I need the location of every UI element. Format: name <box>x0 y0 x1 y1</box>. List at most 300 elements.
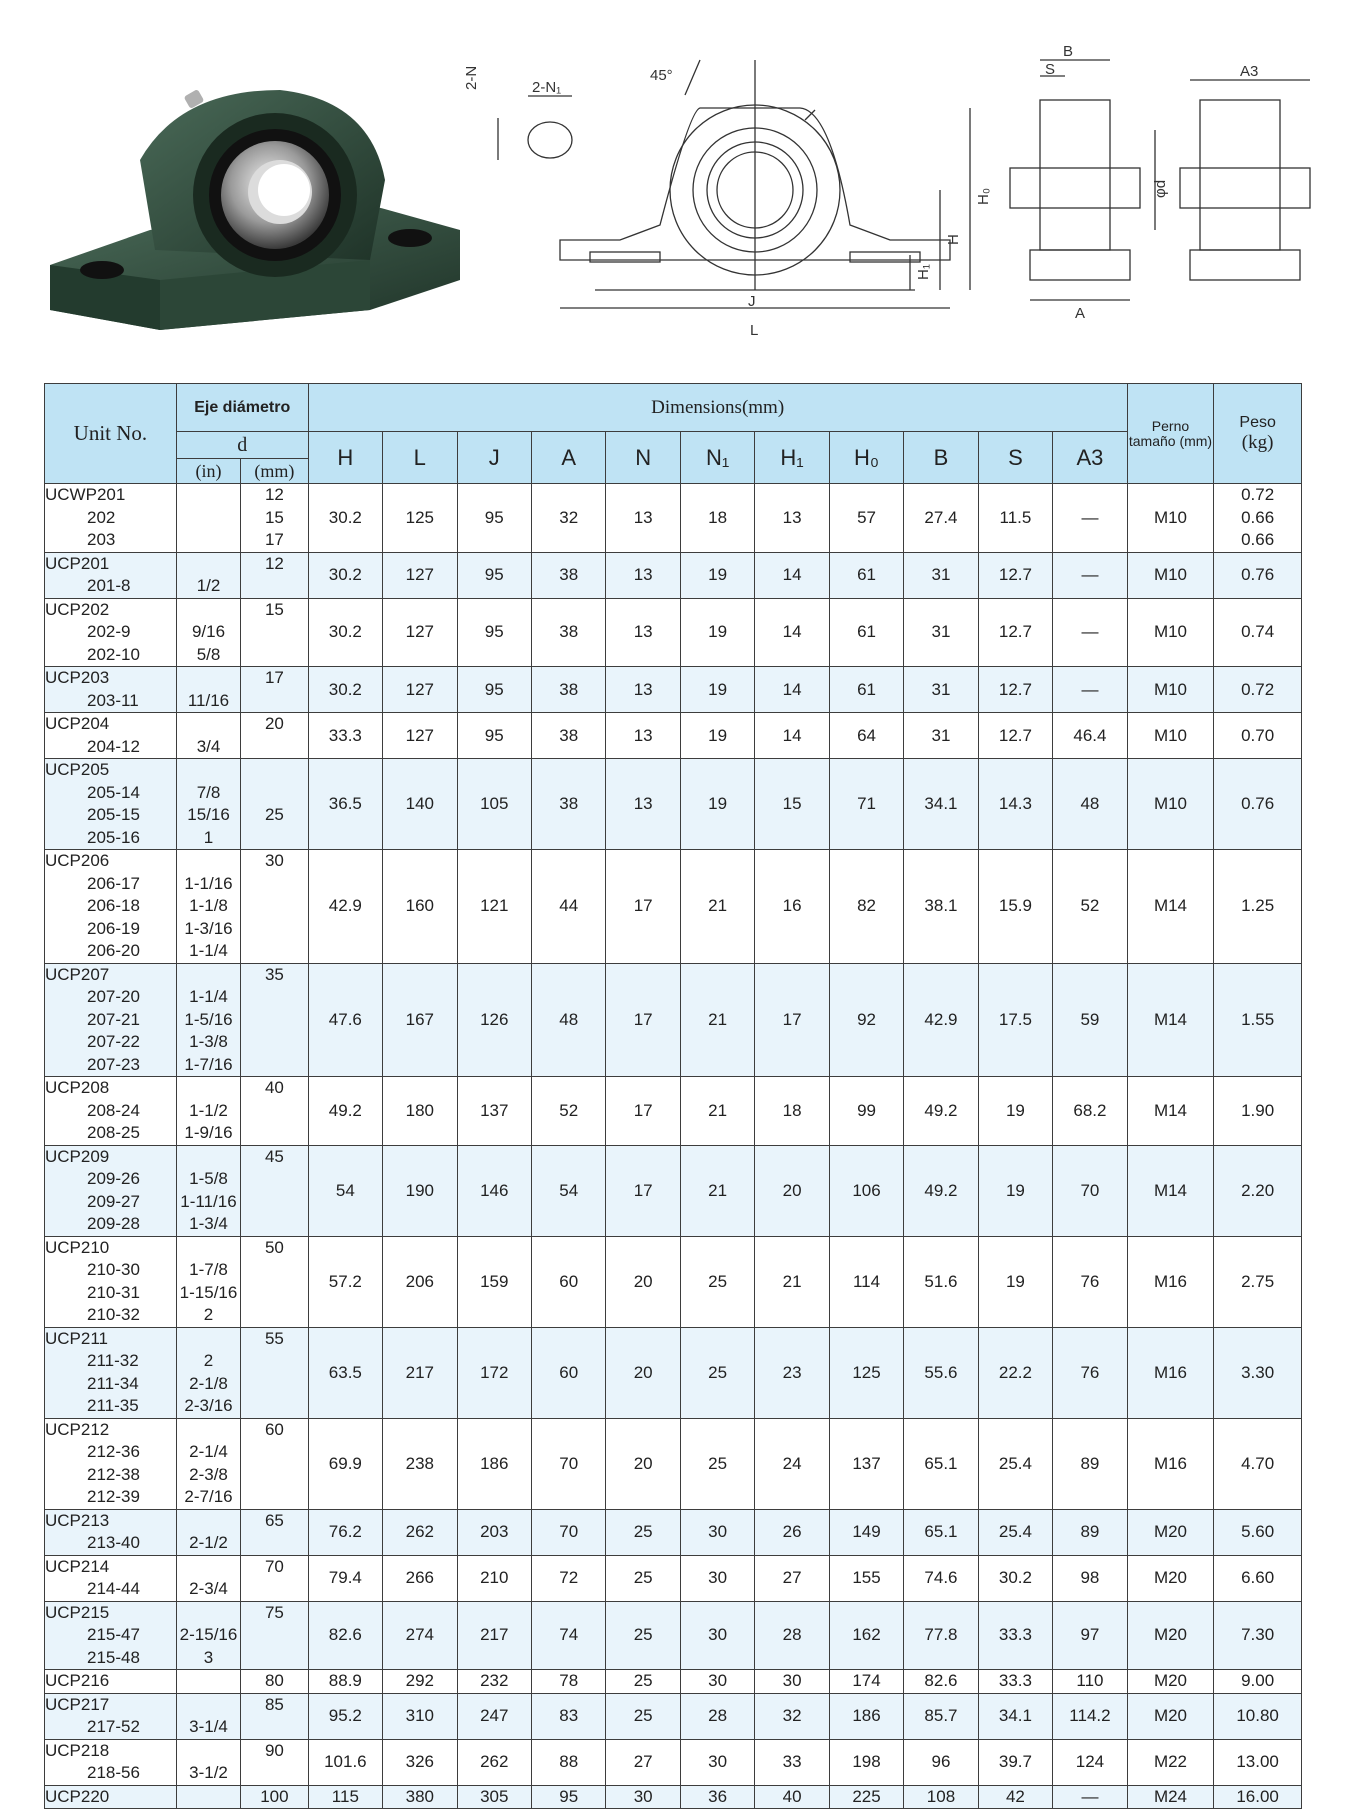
inch-line <box>177 484 240 507</box>
units-line: 206-17 <box>87 873 140 893</box>
mm-line: 70 <box>264 1556 284 1576</box>
cell-b: 31 <box>904 713 978 759</box>
cell-a: 60 <box>531 1327 605 1418</box>
inch-line: 1-3/16 <box>184 918 233 938</box>
cell-inch <box>176 1236 240 1327</box>
mm-line: 90 <box>264 1740 284 1760</box>
cell-l: 292 <box>383 1670 457 1694</box>
cell-l: 167 <box>383 963 457 1077</box>
units-line: 210-32 <box>87 1305 140 1324</box>
weight-value: 0.76 <box>1241 794 1275 813</box>
table-row <box>45 598 1302 667</box>
units-line: 211-35 <box>87 1396 139 1415</box>
cell-inch <box>176 1693 240 1739</box>
units-line: 205-16 <box>87 827 140 847</box>
cell-b: 34.1 <box>904 759 978 850</box>
inch-line <box>177 507 240 530</box>
units-line: 215-47 <box>87 1625 140 1644</box>
cell-n1: 21 <box>680 850 754 964</box>
cell-j: 247 <box>457 1693 531 1739</box>
header-col-l: L <box>383 432 457 484</box>
cell-unit-no <box>45 963 177 1077</box>
inch-line: 1-9/16 <box>184 1123 233 1142</box>
cell-a3: 114.2 <box>1053 1693 1128 1739</box>
cell-weight <box>1214 759 1302 850</box>
cell-bolt: M16 <box>1127 1418 1214 1509</box>
mm-line <box>241 759 307 782</box>
cell-s: 19 <box>978 1236 1052 1327</box>
cell-inch <box>176 1601 240 1670</box>
cell-weight <box>1214 1670 1302 1694</box>
cell-b: 42.9 <box>904 963 978 1077</box>
units-line: UCP216 <box>45 1671 110 1690</box>
weight-value: 1.55 <box>1241 1009 1275 1029</box>
mm-line: 20 <box>264 714 284 733</box>
units-line: 205-14 <box>87 782 140 802</box>
cell-a3: 76 <box>1053 1236 1128 1327</box>
units-line: 205-15 <box>87 805 140 824</box>
cell-h1: 27 <box>755 1555 829 1601</box>
cell-h: 82.6 <box>308 1601 382 1670</box>
mm-line: 80 <box>264 1671 284 1690</box>
cell-mm <box>241 963 308 1077</box>
mm-line: 12 <box>264 553 284 573</box>
cell-n1: 30 <box>680 1601 754 1670</box>
cell-weight <box>1214 598 1302 667</box>
header-col-n1: N₁ <box>680 432 754 484</box>
cell-mm <box>241 1327 308 1418</box>
cell-n: 25 <box>606 1670 680 1694</box>
cell-j: 126 <box>457 963 531 1077</box>
cell-a3: — <box>1053 598 1128 667</box>
table-row <box>45 484 1302 553</box>
cell-inch <box>176 759 240 850</box>
weight-value: 6.60 <box>1241 1568 1275 1587</box>
cell-weight <box>1214 484 1302 553</box>
inch-line: 3-1/4 <box>189 1717 228 1736</box>
cell-n1: 28 <box>680 1693 754 1739</box>
cell-a: 83 <box>531 1693 605 1739</box>
inch-line: 1-7/16 <box>184 1054 233 1074</box>
cell-unit-no <box>45 759 177 850</box>
units-line: UCP208 <box>45 1078 110 1097</box>
cell-h1: 20 <box>755 1145 829 1236</box>
weight-value: 0.72 <box>1241 485 1275 504</box>
units-line: 209-27 <box>87 1191 140 1211</box>
header-d: d <box>176 432 308 459</box>
cell-h: 30.2 <box>308 484 382 553</box>
cell-n: 25 <box>606 1509 680 1555</box>
cell-j: 105 <box>457 759 531 850</box>
cell-j: 217 <box>457 1601 531 1670</box>
units-line: 218-56 <box>87 1763 140 1782</box>
cell-n: 25 <box>606 1693 680 1739</box>
mm-line: 65 <box>264 1510 284 1530</box>
cell-l: 380 <box>383 1785 457 1809</box>
cell-bolt: M14 <box>1127 1145 1214 1236</box>
cell-unit-no <box>45 1327 177 1418</box>
cell-b: 49.2 <box>904 1145 978 1236</box>
header-col-s: S <box>978 432 1052 484</box>
cell-j: 210 <box>457 1555 531 1601</box>
cell-h: 36.5 <box>308 759 382 850</box>
inch-line <box>177 1237 240 1260</box>
units-line: 212-36 <box>87 1442 140 1461</box>
inch-line: 1-1/4 <box>189 987 228 1006</box>
units-line: UCP214 <box>45 1556 110 1576</box>
cell-l: 140 <box>383 759 457 850</box>
weight-value: 0.66 <box>1241 530 1275 549</box>
cell-inch <box>176 552 240 598</box>
cell-s: 11.5 <box>978 484 1052 553</box>
cell-weight <box>1214 1418 1302 1509</box>
cell-j: 121 <box>457 850 531 964</box>
inch-line: 1-3/8 <box>189 1032 228 1051</box>
inch-line <box>177 667 240 690</box>
cell-j: 159 <box>457 1236 531 1327</box>
units-line: 209-26 <box>87 1169 140 1188</box>
inch-line: 7/8 <box>196 782 221 802</box>
cell-h: 79.4 <box>308 1555 382 1601</box>
cell-l: 127 <box>383 667 457 713</box>
cell-a3: 89 <box>1053 1509 1128 1555</box>
inch-line: 1-1/8 <box>189 896 228 915</box>
cell-b: 31 <box>904 598 978 667</box>
cell-weight <box>1214 1236 1302 1327</box>
cell-b: 82.6 <box>904 1670 978 1694</box>
cell-weight <box>1214 1739 1302 1785</box>
cell-l: 310 <box>383 1693 457 1739</box>
cell-n1: 19 <box>680 713 754 759</box>
cell-a: 52 <box>531 1077 605 1146</box>
cell-h0: 137 <box>829 1418 903 1509</box>
inch-line: 2-1/4 <box>189 1442 228 1461</box>
mm-line: 100 <box>260 1786 289 1806</box>
weight-value: 0.66 <box>1241 507 1275 527</box>
cell-b: 65.1 <box>904 1418 978 1509</box>
cell-unit-no <box>45 1601 177 1670</box>
weight-value: 0.74 <box>1241 622 1275 642</box>
cell-s: 12.7 <box>978 713 1052 759</box>
cell-inch <box>176 1077 240 1146</box>
cell-bolt: M20 <box>1127 1555 1214 1601</box>
units-line: UCP212 <box>45 1419 110 1439</box>
inch-line: 3/4 <box>196 736 221 756</box>
cell-a: 74 <box>531 1601 605 1670</box>
cell-n: 13 <box>606 552 680 598</box>
cell-h0: 125 <box>829 1327 903 1418</box>
cell-unit-no <box>45 1555 177 1601</box>
units-line: 209-28 <box>87 1214 140 1233</box>
units-line: 212-38 <box>87 1464 140 1484</box>
cell-h0: 225 <box>829 1785 903 1809</box>
units-line: UCP201 <box>45 553 110 573</box>
cell-inch <box>176 1555 240 1601</box>
units-line: UCP203 <box>45 668 110 687</box>
mm-line: 12 <box>264 485 284 504</box>
weight-value: 7.30 <box>1241 1625 1275 1645</box>
cell-a: 38 <box>531 667 605 713</box>
cell-a3: 70 <box>1053 1145 1128 1236</box>
cell-h: 63.5 <box>308 1327 382 1418</box>
cell-n: 25 <box>606 1601 680 1670</box>
units-line: 206-19 <box>87 918 140 938</box>
cell-b: 77.8 <box>904 1601 978 1670</box>
cell-j: 262 <box>457 1739 531 1785</box>
inch-line: 1-5/8 <box>189 1169 228 1188</box>
cell-h0: 82 <box>829 850 903 964</box>
cell-h: 42.9 <box>308 850 382 964</box>
units-line: 203 <box>87 530 116 549</box>
cell-b: 31 <box>904 552 978 598</box>
cell-h: 33.3 <box>308 713 382 759</box>
cell-h0: 99 <box>829 1077 903 1146</box>
cell-j: 137 <box>457 1077 531 1146</box>
cell-h: 30.2 <box>308 598 382 667</box>
cell-h0: 61 <box>829 667 903 713</box>
cell-mm <box>241 1693 308 1739</box>
cell-h: 47.6 <box>308 963 382 1077</box>
units-line: 201-8 <box>87 576 131 595</box>
cell-mm <box>241 1145 308 1236</box>
inch-line <box>177 1556 240 1579</box>
mm-line: 17 <box>264 530 284 549</box>
header-col-h0: H₀ <box>829 432 903 484</box>
cell-a3: — <box>1053 552 1128 598</box>
inch-line <box>177 1786 240 1809</box>
header-perno: Perno tamaño (mm) <box>1127 384 1214 484</box>
cell-n: 30 <box>606 1785 680 1809</box>
inch-line: 1-15/16 <box>179 1282 238 1302</box>
cell-unit-no <box>45 1785 177 1809</box>
inch-line: 3-1/2 <box>189 1763 228 1782</box>
cell-a: 78 <box>531 1670 605 1694</box>
cell-a3: 46.4 <box>1053 713 1128 759</box>
cell-n: 17 <box>606 1077 680 1146</box>
cell-h1: 14 <box>755 713 829 759</box>
cell-b: 85.7 <box>904 1693 978 1739</box>
cell-j: 186 <box>457 1418 531 1509</box>
header-col-a: A <box>531 432 605 484</box>
cell-h1: 18 <box>755 1077 829 1146</box>
header-col-h1: H₁ <box>755 432 829 484</box>
cell-mm <box>241 1077 308 1146</box>
units-line: UCP217 <box>45 1694 110 1714</box>
weight-value: 1.90 <box>1241 1100 1275 1120</box>
cell-h0: 162 <box>829 1601 903 1670</box>
cell-h1: 17 <box>755 963 829 1077</box>
cell-bolt: M10 <box>1127 713 1214 759</box>
cell-a3: 124 <box>1053 1739 1128 1785</box>
cell-h0: 64 <box>829 713 903 759</box>
cell-weight <box>1214 1555 1302 1601</box>
cell-weight <box>1214 1145 1302 1236</box>
cell-a: 48 <box>531 963 605 1077</box>
cell-s: 25.4 <box>978 1509 1052 1555</box>
weight-value: 13.00 <box>1236 1752 1279 1771</box>
units-line: 213-40 <box>87 1533 140 1552</box>
units-line: 208-25 <box>87 1123 140 1142</box>
cell-s: 33.3 <box>978 1670 1052 1694</box>
cell-n1: 30 <box>680 1555 754 1601</box>
header-eje-diametro: Eje diámetro <box>176 384 308 432</box>
cell-j: 95 <box>457 667 531 713</box>
cell-a3: 97 <box>1053 1601 1128 1670</box>
cell-j: 95 <box>457 484 531 553</box>
cell-bolt: M10 <box>1127 759 1214 850</box>
cell-s: 19 <box>978 1077 1052 1146</box>
label-2n1: 2-N₁ <box>532 79 562 96</box>
units-line: UCP202 <box>45 599 110 619</box>
cell-bolt: M20 <box>1127 1509 1214 1555</box>
weight-value: 16.00 <box>1236 1786 1279 1806</box>
cell-b: 49.2 <box>904 1077 978 1146</box>
cell-s: 42 <box>978 1785 1052 1809</box>
cell-weight <box>1214 1327 1302 1418</box>
label-a: A <box>1075 305 1086 322</box>
table-row <box>45 963 1302 1077</box>
cell-n: 20 <box>606 1327 680 1418</box>
cell-n: 27 <box>606 1739 680 1785</box>
cell-h0: 57 <box>829 484 903 553</box>
mm-line: 25 <box>264 805 284 824</box>
mm-line: 40 <box>264 1078 284 1097</box>
units-line: UCP206 <box>45 851 110 870</box>
cell-h0: 61 <box>829 598 903 667</box>
cell-bolt: M22 <box>1127 1739 1214 1785</box>
units-line: 203-11 <box>87 690 139 710</box>
cell-h: 30.2 <box>308 667 382 713</box>
cell-weight <box>1214 1601 1302 1670</box>
units-line: 210-30 <box>87 1260 140 1279</box>
units-line: 207-22 <box>87 1032 140 1051</box>
cell-a: 54 <box>531 1145 605 1236</box>
table-row <box>45 1327 1302 1418</box>
cell-s: 30.2 <box>978 1555 1052 1601</box>
cell-n1: 25 <box>680 1327 754 1418</box>
cell-mm <box>241 1418 308 1509</box>
cell-a: 44 <box>531 850 605 964</box>
cell-mm <box>241 1785 308 1809</box>
cell-n: 13 <box>606 667 680 713</box>
cell-h1: 23 <box>755 1327 829 1418</box>
cell-h: 101.6 <box>308 1739 382 1785</box>
cell-a3: — <box>1053 484 1128 553</box>
inch-line <box>177 599 240 622</box>
cell-mm <box>241 1236 308 1327</box>
cell-a3: 89 <box>1053 1418 1128 1509</box>
inch-line <box>177 1146 240 1169</box>
cell-a: 38 <box>531 552 605 598</box>
cell-a: 38 <box>531 713 605 759</box>
header-col-j: J <box>457 432 531 484</box>
inch-line <box>177 1077 240 1100</box>
cell-h0: 106 <box>829 1145 903 1236</box>
table-row <box>45 759 1302 850</box>
mm-line: 50 <box>264 1237 284 1257</box>
cell-h1: 13 <box>755 484 829 553</box>
cell-a: 95 <box>531 1785 605 1809</box>
cell-unit-no <box>45 713 177 759</box>
units-line: UCP213 <box>45 1510 110 1530</box>
units-line: UCP218 <box>45 1740 110 1760</box>
cell-inch <box>176 850 240 964</box>
cell-l: 127 <box>383 598 457 667</box>
cell-l: 206 <box>383 1236 457 1327</box>
cell-s: 12.7 <box>978 667 1052 713</box>
label-h1: H₁ <box>915 264 932 280</box>
cell-weight <box>1214 963 1302 1077</box>
cell-mm <box>241 667 308 713</box>
cell-n1: 36 <box>680 1785 754 1809</box>
label-j: J <box>748 293 756 310</box>
cell-l: 127 <box>383 552 457 598</box>
inch-line: 1-5/16 <box>184 1009 233 1029</box>
mm-line: 15 <box>264 599 284 619</box>
inch-line <box>177 1670 240 1693</box>
inch-line <box>177 1328 240 1351</box>
cell-b: 74.6 <box>904 1555 978 1601</box>
specification-table <box>44 383 1302 1809</box>
label-h: H <box>945 234 962 245</box>
cell-inch <box>176 1418 240 1509</box>
weight-value: 2.20 <box>1241 1180 1275 1200</box>
cell-j: 203 <box>457 1509 531 1555</box>
inch-line: 2-7/16 <box>184 1487 233 1506</box>
cell-h: 49.2 <box>308 1077 382 1146</box>
mm-line: 75 <box>264 1602 284 1622</box>
inch-line: 1-1/16 <box>184 873 233 893</box>
cell-inch <box>176 1509 240 1555</box>
cell-a: 38 <box>531 598 605 667</box>
cell-n: 25 <box>606 1555 680 1601</box>
cell-mm <box>241 713 308 759</box>
cell-j: 146 <box>457 1145 531 1236</box>
units-line: UCP220 <box>45 1786 110 1806</box>
cell-j: 232 <box>457 1670 531 1694</box>
units-line: 206-18 <box>87 896 140 915</box>
cell-inch <box>176 713 240 759</box>
cell-inch <box>176 484 240 553</box>
cell-a: 70 <box>531 1509 605 1555</box>
mm-line: 35 <box>264 964 284 984</box>
cell-j: 305 <box>457 1785 531 1809</box>
header-col-b: B <box>904 432 978 484</box>
product-illustration <box>0 0 1345 370</box>
inch-line: 1-11/16 <box>180 1191 237 1211</box>
cell-l: 125 <box>383 484 457 553</box>
cell-bolt: M20 <box>1127 1670 1214 1694</box>
cell-a3: — <box>1053 667 1128 713</box>
cell-b: 108 <box>904 1785 978 1809</box>
units-line: 207-21 <box>87 1009 140 1029</box>
cell-h1: 30 <box>755 1670 829 1694</box>
units-line: 202-10 <box>87 644 140 664</box>
units-line: 202 <box>87 507 116 527</box>
cell-bolt: M16 <box>1127 1327 1214 1418</box>
cell-n: 13 <box>606 713 680 759</box>
cell-bolt: M14 <box>1127 1077 1214 1146</box>
cell-b: 65.1 <box>904 1509 978 1555</box>
cell-bolt: M14 <box>1127 963 1214 1077</box>
inch-line: 1-1/4 <box>189 941 228 960</box>
inch-line <box>177 713 240 736</box>
weight-value: 4.70 <box>1241 1453 1275 1473</box>
cell-a3: 68.2 <box>1053 1077 1128 1146</box>
cell-unit-no <box>45 1693 177 1739</box>
cell-h0: 198 <box>829 1739 903 1785</box>
cell-unit-no <box>45 1077 177 1146</box>
